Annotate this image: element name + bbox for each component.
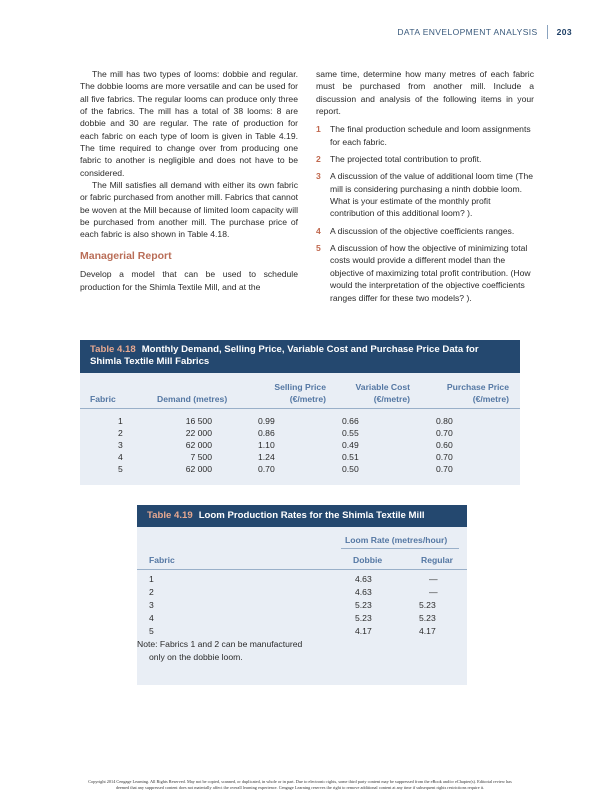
table-label: Table 4.18 <box>90 344 136 355</box>
cell-variable-cost: 0.49 <box>342 440 359 450</box>
item-text: A discussion of the value of additional loom time (The mill is considering purchasing a ninth dobbie loom. What is your estimate of the monthly profit contribution of this additional loom? ). <box>330 171 534 219</box>
section-title: DATA ENVELOPMENT ANALYSIS <box>397 27 538 37</box>
copyright-notice <box>10 779 590 791</box>
item-text: The final production schedule and loom assignments for each fabric. <box>330 124 531 147</box>
item-number: 3 <box>316 171 321 182</box>
table-4-18 <box>80 340 520 485</box>
page-number: 203 <box>556 27 572 37</box>
list-item <box>316 225 534 237</box>
cell-dobbie: 5.23 <box>355 613 372 623</box>
cell-variable-cost: 0.55 <box>342 428 359 438</box>
cell-regular: 4.17 <box>419 626 436 636</box>
table-label: Table 4.19 <box>147 510 193 521</box>
cell-fabric: 1 <box>149 574 154 584</box>
left-column <box>80 68 298 293</box>
table-title-line2: Shimla Textile Mill Fabrics <box>90 356 210 367</box>
item-number: 5 <box>316 243 321 254</box>
header-fabric: Fabric <box>90 394 116 404</box>
list-item <box>316 170 534 219</box>
header-dobbie: Dobbie <box>353 555 383 565</box>
header-rule <box>80 408 520 409</box>
note-line: only on the dobbie loom. <box>149 652 243 662</box>
cell-purchase-price: 0.70 <box>436 464 453 474</box>
body-paragraph: The Mill satisfies all demand with either its own fabric or fabric purchased from another mill. Fabrics that cannot be woven at the Mill because of limited loom capacity will be purchased from another mill. The purchase price of each fabric is also shown in Table 4.18. <box>80 180 298 240</box>
item-number: 4 <box>316 225 321 236</box>
cell-purchase-price: 0.70 <box>436 452 453 462</box>
note-line: Note: Fabrics 1 and 2 can be manufactured <box>137 639 303 649</box>
table-title-bar <box>80 340 520 373</box>
item-number: 2 <box>316 154 321 165</box>
item-number: 1 <box>316 124 321 135</box>
list-item <box>316 123 534 148</box>
cell-demand: 62 000 <box>185 440 212 450</box>
cell-dobbie: 4.63 <box>355 587 372 597</box>
cell-demand: 16 500 <box>185 416 212 426</box>
list-item <box>316 153 534 165</box>
table-title: Monthly Demand, Selling Price, Variable Cost and Purchase Price Data for <box>141 344 479 355</box>
cell-fabric: 5 <box>149 626 154 636</box>
header-regular: Regular <box>421 555 453 565</box>
cell-fabric: 1 <box>118 416 123 426</box>
cell-purchase-price: 0.70 <box>436 428 453 438</box>
cell-variable-cost: 0.66 <box>342 416 359 426</box>
cell-fabric: 5 <box>118 464 123 474</box>
cell-regular: 5.23 <box>419 600 436 610</box>
header-selling-price: Selling Price <box>274 382 326 392</box>
group-header-rule <box>341 548 459 549</box>
item-text: A discussion of the objective coefficients ranges. <box>330 225 515 236</box>
cell-dobbie: 5.23 <box>355 600 372 610</box>
cell-selling-price: 0.99 <box>258 416 275 426</box>
header-loom-rate: Loom Rate (metres/hour) <box>345 535 448 545</box>
table-title: Loom Production Rates for the Shimla Textile Mill <box>198 510 425 521</box>
cell-fabric: 2 <box>118 428 123 438</box>
body-paragraph: Develop a model that can be used to schedule production for the Shimla Textile Mill, and at the <box>80 269 298 292</box>
header-demand: Demand (metres) <box>157 394 228 404</box>
item-text: A discussion of how the objective of minimizing total costs would provide a different model than the objective of maximizing total profit contribution. (How would the interpretation of the objective coefficients ranges differ for these two models? ). <box>330 243 531 303</box>
table-body <box>137 527 467 685</box>
section-subheading: Managerial Report <box>80 249 172 262</box>
header-fabric: Fabric <box>149 555 175 565</box>
cell-dobbie: 4.63 <box>355 574 372 584</box>
header-purchase-price: Purchase Price <box>446 382 509 392</box>
cell-selling-price: 0.70 <box>258 464 275 474</box>
cell-variable-cost: 0.50 <box>342 464 359 474</box>
cell-selling-price: 1.10 <box>258 440 275 450</box>
cell-fabric: 3 <box>118 440 123 450</box>
cell-selling-price: 1.24 <box>258 452 275 462</box>
cell-fabric: 4 <box>118 452 123 462</box>
cell-fabric: 3 <box>149 600 154 610</box>
cell-fabric: 4 <box>149 613 154 623</box>
item-text: The projected total contribution to profit. <box>330 154 482 165</box>
header-divider <box>547 25 548 39</box>
cell-purchase-price: 0.80 <box>436 416 453 426</box>
copyright-line: Copyright 2014 Cengage Learning. All Rights Reserved. May not be copied, scanned, or duplicated, in whole or in part. Due to electronic rights, some third party content may be suppressed from the eBook and/or eChapter(s). Editorial review has <box>88 779 512 784</box>
copyright-line: deemed that any suppressed content does not materially affect the overall learning experience. Cengage Learning reserves the right to remove additional content at any time if subsequent rights restrictions require it. <box>115 785 485 790</box>
running-head <box>397 25 572 39</box>
cell-variable-cost: 0.51 <box>342 452 359 462</box>
body-paragraph: The mill has two types of looms: dobbie and regular. The dobbie looms are more versatile and can be used for all five fabrics. The regular looms can produce only three of the fabrics. The mill has a total of 38 looms: 8 are dobbie and 30 are regular. The rate of production for each fabric on each type of loom is given in Table 4.19. The time required to change over from producing one fabric to another is negligible and does not have to be considered. <box>80 69 298 178</box>
cell-regular: 5.23 <box>419 613 436 623</box>
report-items-list <box>316 123 534 303</box>
cell-regular: — <box>429 587 438 597</box>
table-body <box>80 373 520 485</box>
header-selling-unit: (€/metre) <box>289 394 326 404</box>
cell-purchase-price: 0.60 <box>436 440 453 450</box>
header-rule <box>137 569 467 570</box>
cell-demand: 22 000 <box>185 428 212 438</box>
header-purchase-unit: (€/metre) <box>472 394 509 404</box>
right-column <box>316 68 534 309</box>
table-title-bar <box>137 505 467 527</box>
table-4-19 <box>137 505 467 685</box>
cell-selling-price: 0.86 <box>258 428 275 438</box>
cell-dobbie: 4.17 <box>355 626 372 636</box>
header-variable-cost: Variable Cost <box>355 382 410 392</box>
list-item <box>316 242 534 304</box>
cell-regular: — <box>429 574 438 584</box>
cell-demand: 7 500 <box>190 452 212 462</box>
body-paragraph: same time, determine how many metres of each fabric must be purchased from another mill. Include a discussion and analysis of the following items in your report. <box>316 69 534 117</box>
cell-demand: 62 000 <box>185 464 212 474</box>
cell-fabric: 2 <box>149 587 154 597</box>
header-variable-unit: (€/metre) <box>373 394 410 404</box>
